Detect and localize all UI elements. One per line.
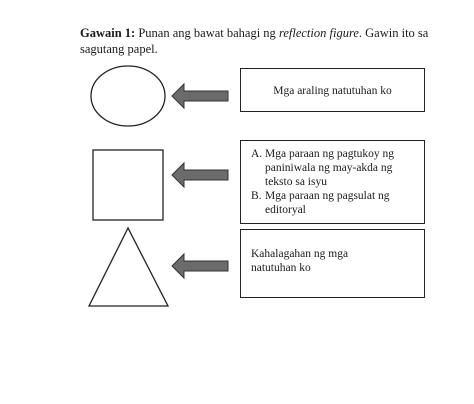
arrow-left-icon-2 [172,163,228,187]
list-item-b [251,189,418,217]
box3-line2: natutuhan ko [251,262,311,274]
box-importance [240,229,425,298]
instruction-italic: reflection figure [278,26,359,40]
circle-shape [91,66,165,126]
instruction-text-a: Punan ang bawat bahagi ng [135,26,279,40]
arrow-left-icon-1 [172,84,228,108]
item-b-text: Mga paraan ng pagsulat ng editoryal [265,190,390,216]
arrow-left-icon-3 [172,254,228,278]
box-lessons-learned [240,68,425,112]
box3-line1: Kahalagahan ng mga [251,248,349,260]
item-a-letter: A. [251,148,263,160]
instruction-text-b: . Gawin ito sa sagutang papel. [80,26,429,56]
activity-label: Gawain 1: [80,26,136,40]
item-a-text: Mga paraan ng pagtukoy ng paniniwala ng may-akda ng teksto sa isyu [265,148,395,188]
box1-text: Mga araling natutuhan ko [273,85,392,97]
item-b-letter: B. [251,190,262,202]
square-shape [93,150,163,220]
triangle-shape [89,228,168,306]
box-methods [240,140,425,224]
list-item-a [251,147,418,189]
